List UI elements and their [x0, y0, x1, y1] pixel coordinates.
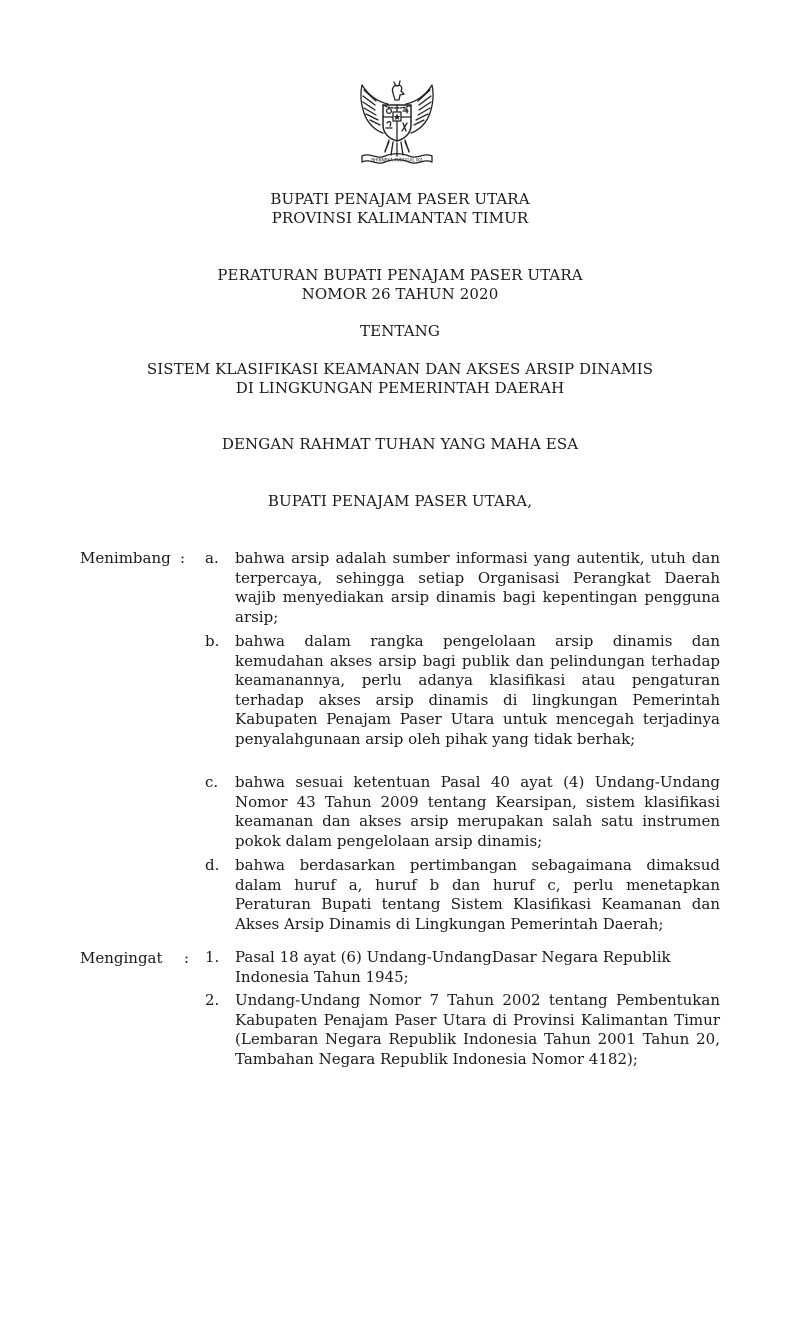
mengingat-item-text: Pasal 18 ayat (6) Undang-UndangDasar Negara Republik Indonesia Tahun 1945; [235, 948, 671, 986]
menimbang-item-marker: c. [205, 773, 219, 791]
mengingat-item-marker: 1. [205, 948, 220, 966]
regulation-subject-line-2: DI LINGKUNGAN PEMERINTAH DAERAH [235, 379, 565, 397]
issuer-line-1: BUPATI PENAJAM PASER UTARA [270, 190, 530, 208]
regulation-title-line-2: NOMOR 26 TAHUN 2020 [301, 285, 499, 303]
mengingat-item-text: Undang-Undang Nomor 7 Tahun 2002 tentang Pembentukan Kabupaten Penajam Paser Utara di Provinsi Kalimantan Timur (Lembaran Negara Republik Indonesia Tahun 2001 Tahun 20, Tambahan Negara Republik Indonesia Nomor 4182); [235, 991, 720, 1068]
menimbang-item-text: bahwa arsip adalah sumber informasi yang autentik, utuh dan terpercaya, sehingga setiap Organisasi Perangkat Daerah wajib menyediakan arsip dinamis bagi kepentingan pengguna arsip; [235, 549, 720, 626]
menimbang-item-text: bahwa berdasarkan pertimbangan sebagaimana dimaksud dalam huruf a, huruf b dan huruf c, perlu menetapkan Peraturan Bupati tentang Sistem Klasifikasi Keamanan dan Akses Arsip Dinamis di Lingkungan Pemerintah Daerah; [235, 856, 720, 933]
menimbang-label: Menimbang [80, 549, 171, 567]
emblem-motto: BHINNEKA TUNGGAL IKA [371, 157, 423, 163]
preamble-authority: BUPATI PENAJAM PASER UTARA, [267, 492, 533, 510]
menimbang-item-marker: b. [205, 632, 220, 650]
regulation-about: TENTANG [360, 322, 440, 340]
menimbang-item-text: bahwa dalam rangka pengelolaan arsip dinamis dan kemudahan akses arsip bagi publik dan pelindungan terhadap keamanannya, perlu adanya klasifikasi atau pengaturan terhadap akses arsip dinamis di lingkungan Pemerintah Kabupaten Penajam Paser Utara untuk mencegah terjadinya penyalahgunaan arsip oleh pihak yang tidak berhak; [235, 632, 720, 748]
garuda-pancasila-emblem-icon [352, 80, 442, 172]
menimbang-item-text: bahwa sesuai ketentuan Pasal 40 ayat (4) Undang-Undang Nomor 43 Tahun 2009 tentang Kearsipan, sistem klasifikasi keamanan dan akses arsip merupakan salah satu instrumen pokok dalam pengelolaan arsip dinamis; [235, 773, 720, 850]
mengingat-colon: : [184, 949, 190, 967]
menimbang-item-marker: d. [205, 856, 220, 874]
menimbang-item-marker: a. [205, 549, 219, 567]
menimbang-colon: : [180, 549, 186, 567]
regulation-subject-line-1: SISTEM KLASIFIKASI KEAMANAN DAN AKSES ARSIP DINAMIS [146, 360, 654, 378]
preamble-invocation: DENGAN RAHMAT TUHAN YANG MAHA ESA [221, 435, 579, 453]
mengingat-label: Mengingat [80, 949, 163, 967]
regulation-title-line-1: PERATURAN BUPATI PENAJAM PASER UTARA [217, 266, 583, 284]
mengingat-item-marker: 2. [205, 991, 220, 1009]
issuer-line-2: PROVINSI KALIMANTAN TIMUR [271, 209, 529, 227]
